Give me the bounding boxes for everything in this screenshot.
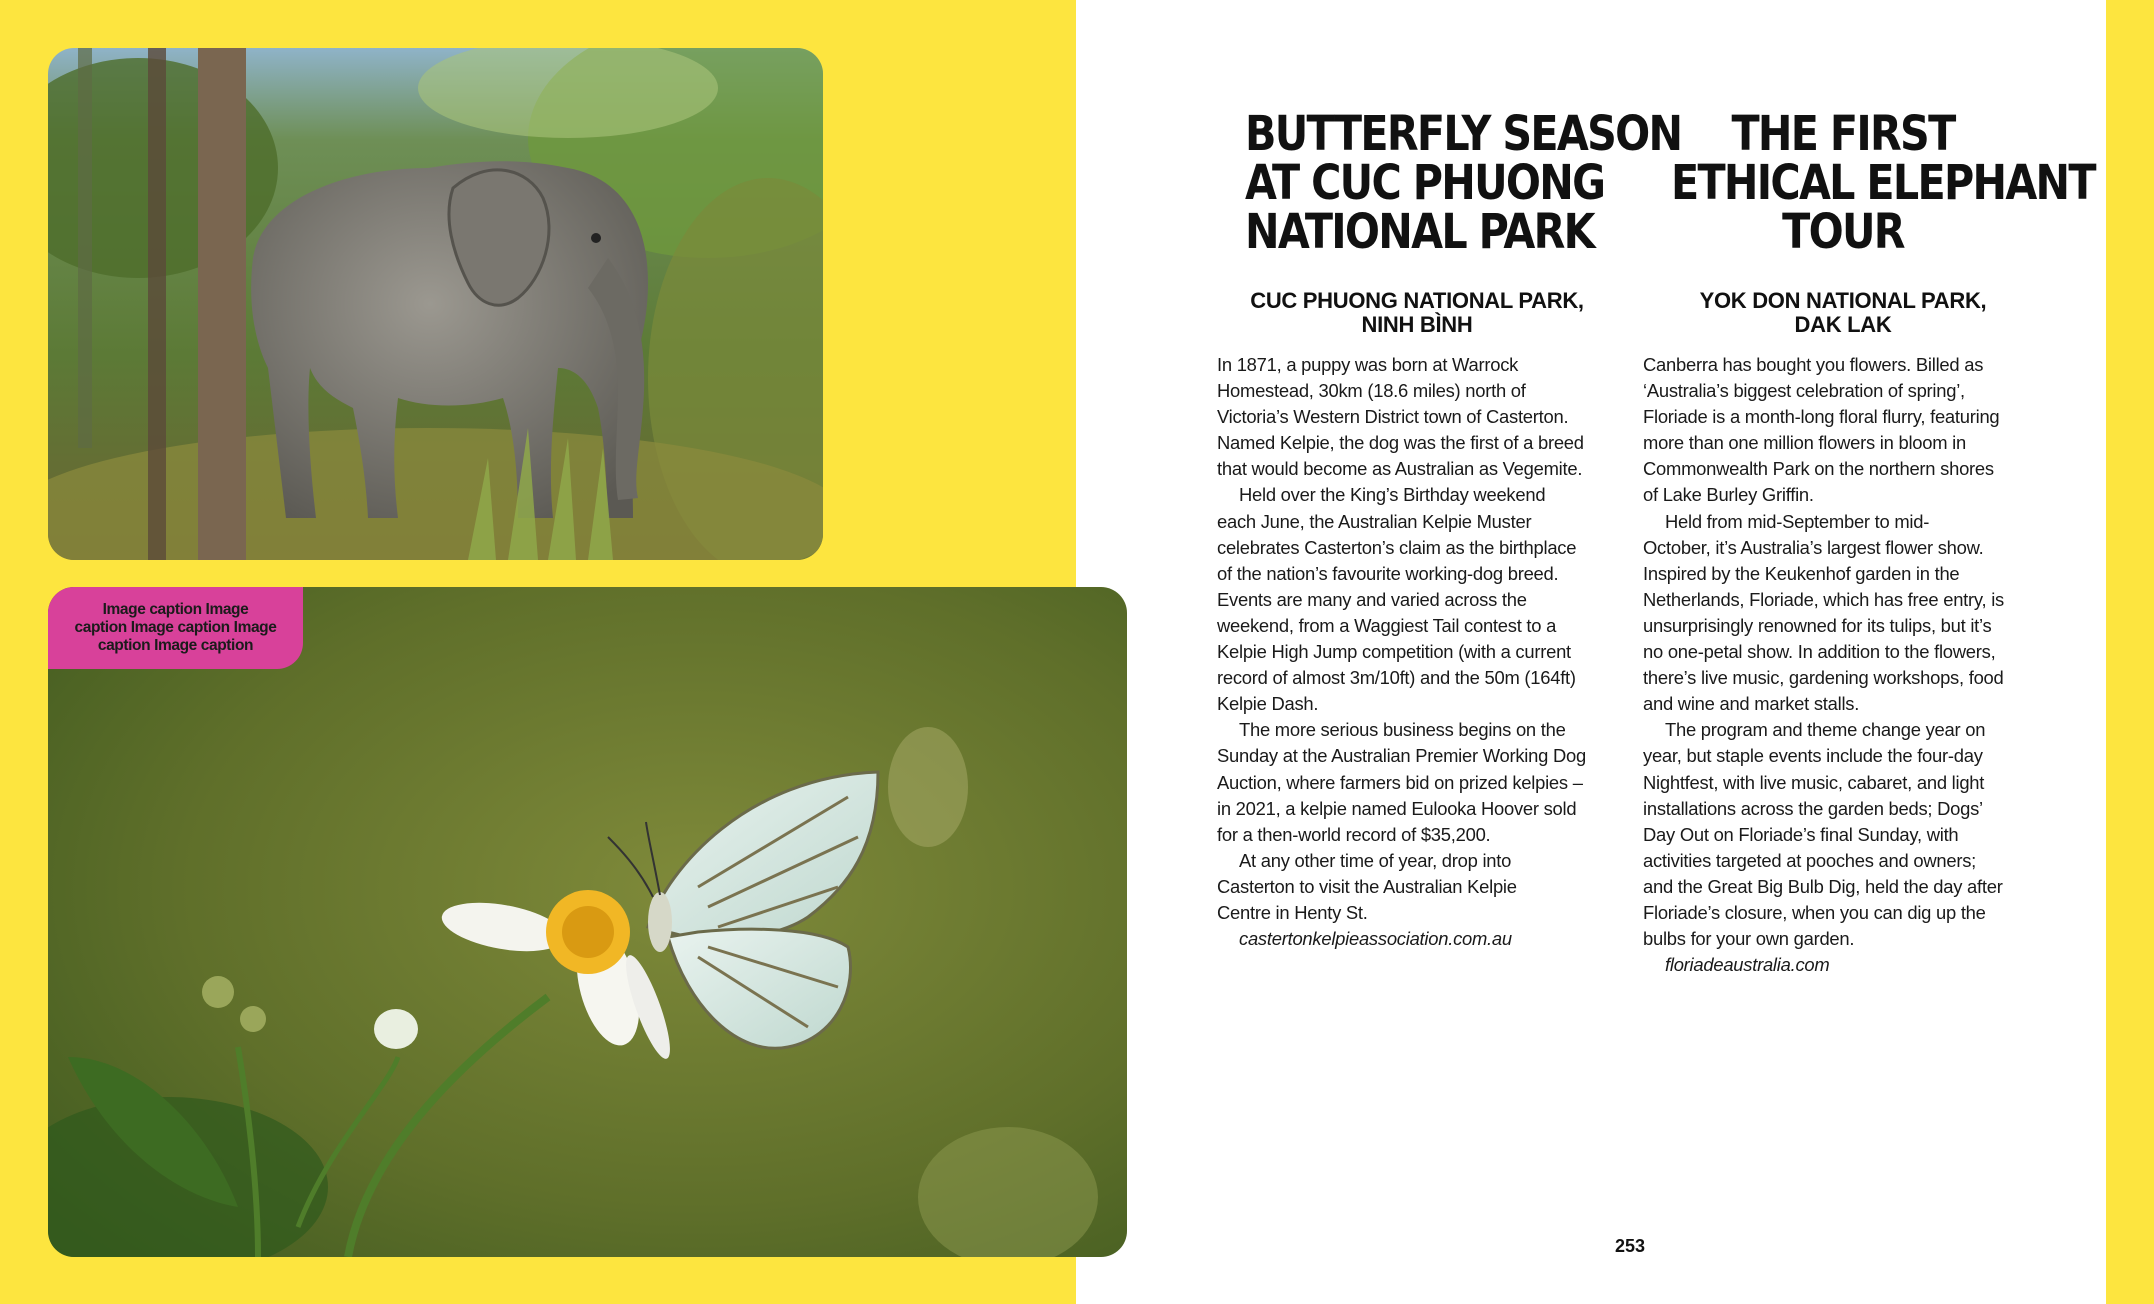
body-line: Day Out on Floriade’s final Sunday, with (1643, 823, 1959, 845)
body-line: more than one million flowers in bloom in (1643, 432, 1966, 454)
article-body (1217, 352, 1617, 952)
image-caption-badge (48, 587, 303, 669)
butterfly-photo-illustration (48, 587, 1127, 1257)
caption-line: Image caption Image (102, 601, 249, 618)
body-line: Inspired by the Keukenhof garden in the (1643, 562, 1960, 584)
body-line: installations across the garden beds; Dogs’ (1643, 797, 1983, 819)
body-line: Auction, where farmers bid on prized kelpies – (1217, 771, 1583, 793)
body-line: of the nation’s favourite working-dog breed. (1217, 562, 1559, 584)
body-line: Victoria’s Western District town of Casterton. (1217, 406, 1569, 428)
body-line: Casterton to visit the Australian Kelpie (1217, 875, 1517, 897)
body-line: In 1871, a puppy was born at Warrock (1217, 354, 1519, 375)
body-line: weekend, from a Waggiest Tail contest to a (1217, 614, 1557, 636)
body-line: Centre in Henty St. (1217, 901, 1368, 923)
headline-line: BUTTERFLY SEASON (1245, 106, 1682, 162)
article-body (1643, 352, 2043, 978)
article-ethical-elephant-tour (1643, 106, 2095, 976)
body-line: and the Great Big Bulb Dig, held the day after (1643, 875, 2003, 897)
body-line: Held from mid-September to mid- (1665, 510, 1930, 532)
location-line: NINH BÌNH (1361, 312, 1473, 337)
caption-line: caption Image caption (97, 637, 254, 654)
location-line: DAK LAK (1794, 312, 1892, 337)
article-website-link[interactable]: floriadeaustralia.com (1665, 954, 1830, 976)
body-line: in 2021, a kelpie named Eulooka Hoover sold (1217, 797, 1577, 819)
article-headline (1245, 106, 1682, 260)
body-line: and wine and market stalls. (1643, 693, 1860, 715)
body-line: that would become as Australian as Vegemite. (1217, 458, 1583, 480)
body-line: activities targeted at pooches and owners; (1643, 849, 1976, 871)
page-number: 253 (1614, 1236, 1646, 1256)
body-line: Netherlands, Floriade, which has free entry, is (1643, 588, 2005, 610)
body-line: no one-petal show. In addition to the flowers, (1643, 641, 1996, 663)
article-butterfly-season (1217, 106, 1682, 950)
body-line: for a then-world record of $35,200. (1217, 823, 1491, 845)
body-line: October, it’s Australia’s largest flower show. (1643, 536, 1984, 558)
body-line: Kelpie Dash. (1217, 693, 1319, 715)
body-line: ‘Australia’s biggest celebration of spring’, (1643, 380, 1965, 402)
body-line: celebrates Casterton’s claim as the birthplace (1217, 536, 1577, 558)
body-line: each June, the Australian Kelpie Muster (1217, 510, 1532, 532)
body-line: Named Kelpie, the dog was the first of a breed (1217, 432, 1584, 454)
body-line: Nightfest, with live music, cabaret, and light (1643, 771, 1985, 793)
body-line: Sunday at the Australian Premier Working Dog (1217, 745, 1586, 767)
article-headline (1671, 106, 2095, 260)
body-line: Floriade’s closure, when you can dig up the (1643, 901, 1986, 923)
elephant-photo-illustration (48, 48, 823, 560)
body-line: At any other time of year, drop into (1239, 849, 1512, 871)
headline-line: TOUR (1782, 204, 1904, 260)
article-location (1217, 289, 1617, 337)
body-line: record of almost 3m/10ft) and the 50m (164ft) (1217, 667, 1576, 689)
caption-line: caption Image caption Image (74, 619, 277, 636)
body-line: unsurprisingly renowned for its tulips, but it’s (1643, 614, 1992, 636)
body-line: Held over the King’s Birthday weekend (1239, 484, 1546, 506)
body-line: there’s live music, gardening workshops, food (1643, 667, 2004, 689)
headline-line: THE FIRST (1731, 106, 1955, 162)
body-line: The more serious business begins on the (1239, 719, 1566, 741)
body-line: bulbs for your own garden. (1643, 928, 1855, 950)
image-caption-text (75, 601, 277, 655)
location-line: CUC PHUONG NATIONAL PARK, (1250, 288, 1584, 313)
body-line: The program and theme change year on (1665, 719, 1986, 741)
headline-line: ETHICAL ELEPHANT (1671, 155, 2095, 211)
body-line: Homestead, 30km (18.6 miles) north of (1217, 380, 1526, 402)
body-line: year, but staple events include the four-day (1643, 745, 1983, 767)
headline-line: NATIONAL PARK (1245, 204, 1594, 260)
article-website-link[interactable]: castertonkelpieassociation.com.au (1239, 928, 1512, 950)
body-line: of Lake Burley Griffin. (1643, 484, 1814, 506)
headline-line: AT CUC PHUONG (1245, 155, 1605, 211)
body-line: Kelpie High Jump competition (with a current (1217, 641, 1571, 663)
body-line: Floriade is a month-long floral flurry, featuring (1643, 406, 2000, 428)
yellow-edge-strip (2106, 0, 2154, 1304)
body-line: Canberra has bought you flowers. Billed as (1643, 354, 1984, 375)
elephant-photo (48, 48, 823, 560)
butterfly-photo (48, 587, 1127, 1257)
body-line: Events are many and varied across the (1217, 588, 1527, 610)
body-line: Commonwealth Park on the northern shores (1643, 458, 1994, 480)
article-location (1643, 289, 2043, 337)
location-line: YOK DON NATIONAL PARK, (1699, 288, 1987, 313)
